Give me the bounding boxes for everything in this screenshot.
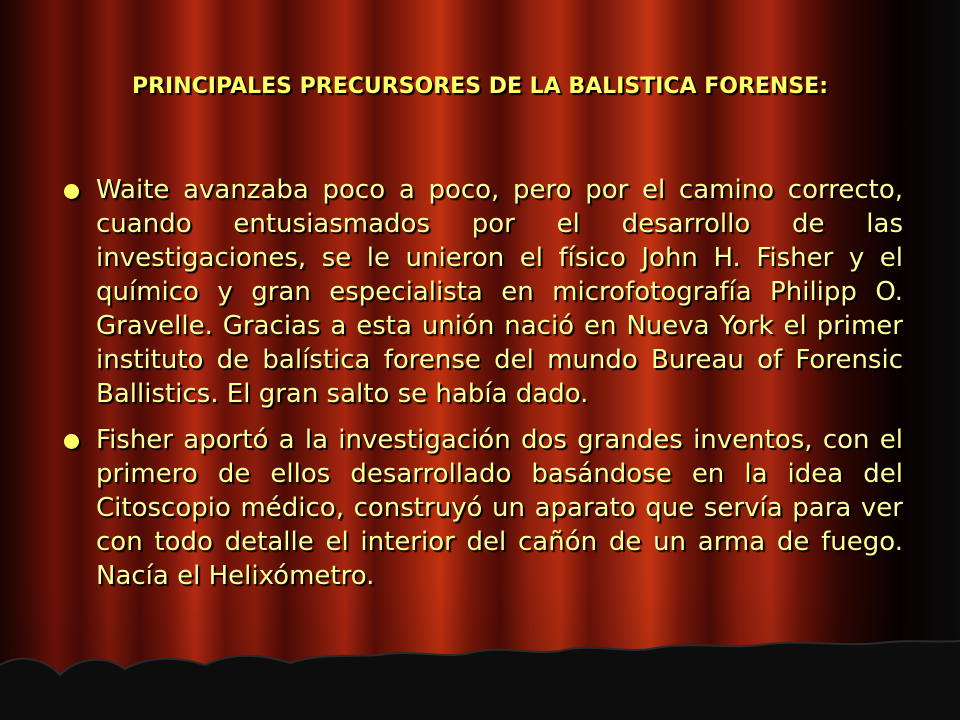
bullet-dot-icon [64, 434, 79, 449]
bullet-dot-icon [64, 184, 79, 199]
bullet-list [58, 173, 903, 605]
bullet-text: Waite avanzaba poco a poco, pero por el camino correcto, cuando entusiasmados por el desarrollo de las investigaciones, se le unieron el físico John H. Fisher y el químico y gran especialista en microfotografía Philipp O. Gravelle. Gracias a esta unión nació en Nueva York el primer instituto de balística forense del mundo Bureau of Forensic Ballistics. El gran salto se había dado. [96, 175, 903, 409]
list-item [58, 173, 903, 411]
list-item [58, 423, 903, 593]
bullet-text: Fisher aportó a la investigación dos grandes inventos, con el primero de ellos desarrollado basándose en la idea del Citoscopio médico, construyó un aparato que servía para ver con todo detalle el interior del cañón de un arma de fuego. Nacía el Helixómetro. [96, 425, 903, 591]
curtain-bottom-edge [0, 635, 960, 720]
slide-title: PRINCIPALES PRECURSORES DE LA BALISTICA FORENSE: [131, 74, 829, 99]
